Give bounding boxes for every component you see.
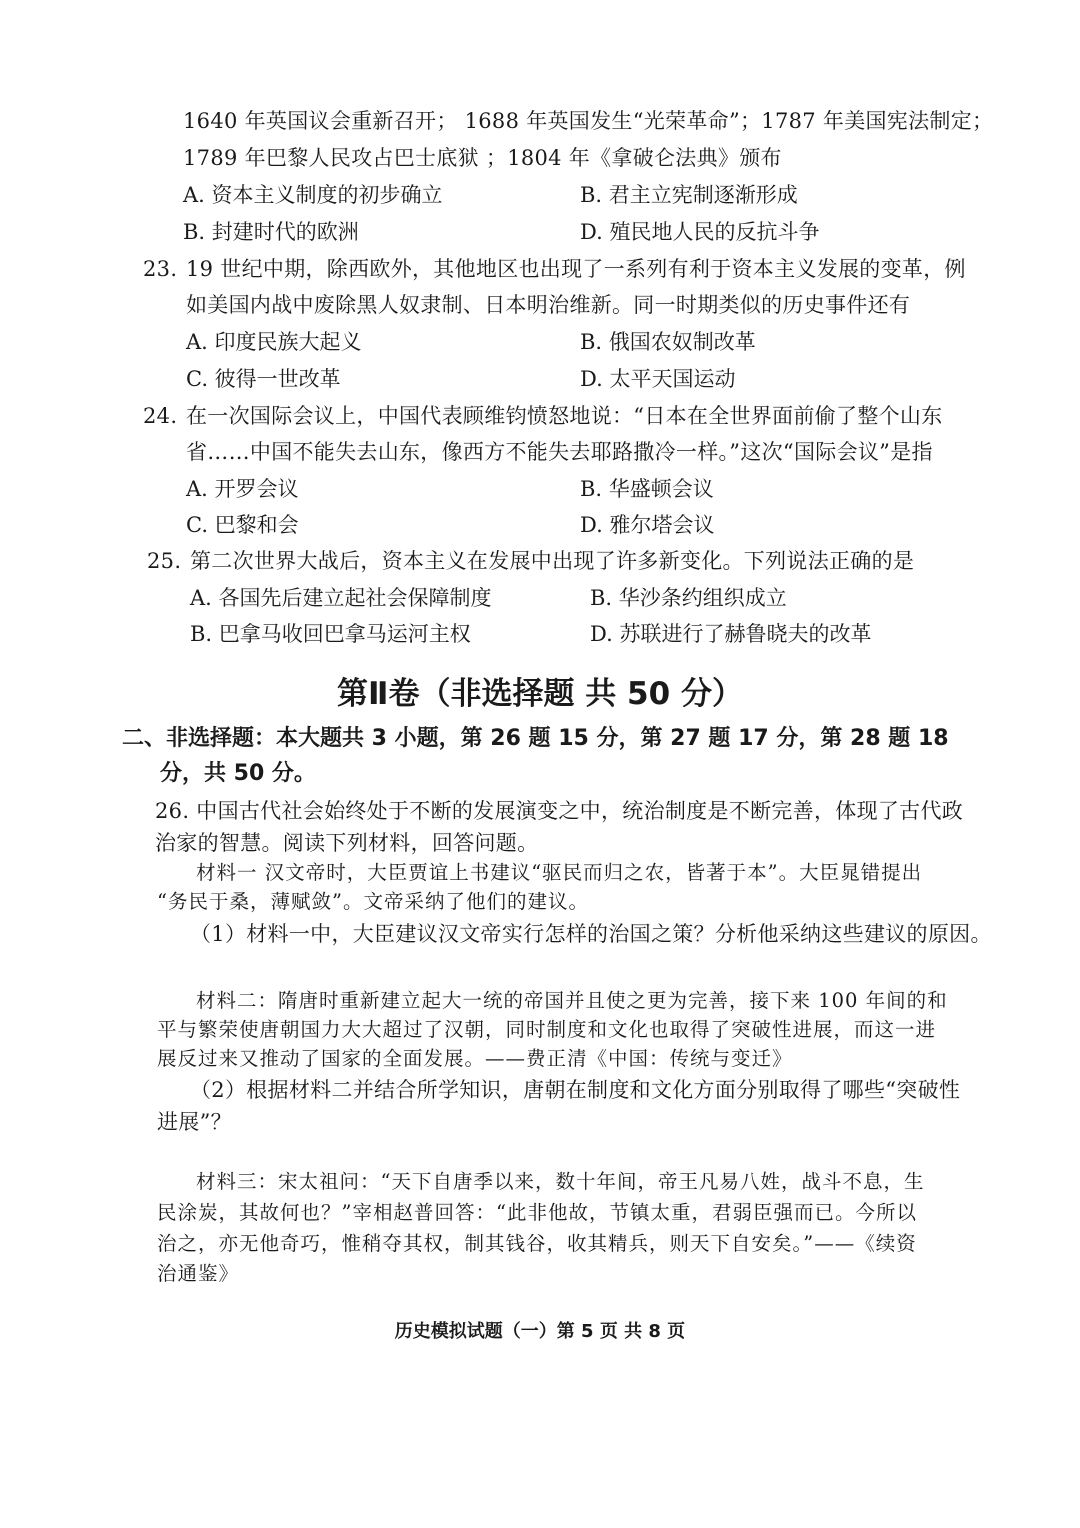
q25-number: 25. [147,549,182,573]
q23-option-c: C. 彼得一世改革 [186,367,341,391]
q24-option-c: C. 巴黎和会 [186,513,299,537]
q25-option-b: B. 华沙条约组织成立 [590,586,787,610]
q24-option-b: B. 华盛顿会议 [580,477,714,501]
q25-stem-line1: 第二次世界大战后，资本主义在发展中出现了许多新变化。下列说法正确的是 [190,549,915,573]
q22-option-a: A. 资本主义制度的初步确立 [183,183,443,207]
q25-option-d: D. 苏联进行了赫鲁晓夫的改革 [590,622,872,646]
material3-line4: 治通鉴》 [157,1262,240,1285]
material2-line3: 展反过来又推动了国家的全面发展。——费正清《中国：传统与变迁》 [157,1047,793,1070]
q22-stem-line2: 1789 年巴黎人民攻占巴士底狱 ；1804 年《拿破仑法典》颁布 [183,146,782,170]
q22-option-c: B. 封建时代的欧洲 [183,220,359,244]
part2-title: 第Ⅱ卷（非选择题 共 50 分） [337,676,743,712]
q23-option-a: A. 印度民族大起义 [186,330,362,354]
material1-line1: 材料一 汉文帝时，大臣贾谊上书建议“驱民而归之农，皆著于本”。大臣晁错提出 [196,861,923,884]
section-header-line1: 二、非选择题：本大题共 3 小题，第 26 题 15 分，第 27 题 17 分，第 28 题 18 [122,726,949,751]
q23-option-b: B. 俄国农奴制改革 [580,330,756,354]
q24-option-a: A. 开罗会议 [186,477,299,501]
material3-line2: 民涂炭，其故何也？”宰相赵普回答：“此非他故，节镇太重，君弱臣强而已。今所以 [157,1201,917,1224]
material2-line1: 材料二：隋唐时重新建立起大一统的帝国并且使之更为完善，接下来 100 年间的和 [196,989,948,1012]
q22-stem-line1: 1640 年英国议会重新召开； 1688 年英国发生“光荣革命”；1787 年美国宪法制定； [183,109,994,133]
q23-stem-line1: 19 世纪中期，除西欧外，其他地区也出现了一系列有利于资本主义发展的变革，例 [186,257,966,281]
material2-line2: 平与繁荣使唐朝国力大大超过了汉朝，同时制度和文化也取得了突破性进展，而这一进 [157,1018,937,1041]
q26-subquestion-2-line2: 进展”？ [157,1110,232,1134]
q24-option-d: D. 雅尔塔会议 [580,513,715,537]
q26-subquestion-1: （1）材料一中，大臣建议汉文帝实行怎样的治国之策？分析他采纳这些建议的原因。 [190,922,992,946]
material1-line2: “务民于桑，薄赋敛”。文帝采纳了他们的建议。 [157,890,589,913]
q26-stem-line2: 治家的智慧。阅读下列材料，回答问题。 [155,831,539,855]
q24-stem-line1: 在一次国际会议上，中国代表顾维钧愤怒地说：“日本在全世界面前偷了整个山东 [186,404,943,428]
q23-stem-line2: 如美国内战中废除黑人奴隶制、日本明治维新。同一时期类似的历史事件还有 [186,293,911,317]
q23-option-d: D. 太平天国运动 [580,367,736,391]
q26-stem-line1: 26. 中国古代社会始终处于不断的发展演变之中，统治制度是不断完善，体现了古代政 [155,799,964,823]
section-header-line2: 分，共 50 分。 [160,761,316,786]
q26-subquestion-2-line1: （2）根据材料二并结合所学知识，唐朝在制度和文化方面分别取得了哪些“突破性 [190,1078,961,1102]
material3-line3: 治之，亦无他奇巧，惟稍夺其权，制其钱谷，收其精兵，则天下自安矣。”——《续资 [157,1232,917,1255]
q24-number: 24. [143,404,178,428]
q23-number: 23. [143,257,178,281]
q22-option-d: D. 殖民地人民的反抗斗争 [580,220,820,244]
q25-option-a: A. 各国先后建立起社会保障制度 [190,586,492,610]
material3-line1: 材料三：宋太祖问：“天下自唐季以来，数十年间，帝王凡易八姓，战斗不息，生 [196,1170,925,1193]
page-footer: 历史模拟试题（一）第 5 页 共 8 页 [394,1321,686,1342]
q25-option-c: B. 巴拿马收回巴拿马运河主权 [190,622,471,646]
q24-stem-line2: 省……中国不能失去山东，像西方不能失去耶路撒冷一样。”这次“国际会议”是指 [186,440,933,464]
q22-option-b: B. 君主立宪制逐渐形成 [580,183,798,207]
